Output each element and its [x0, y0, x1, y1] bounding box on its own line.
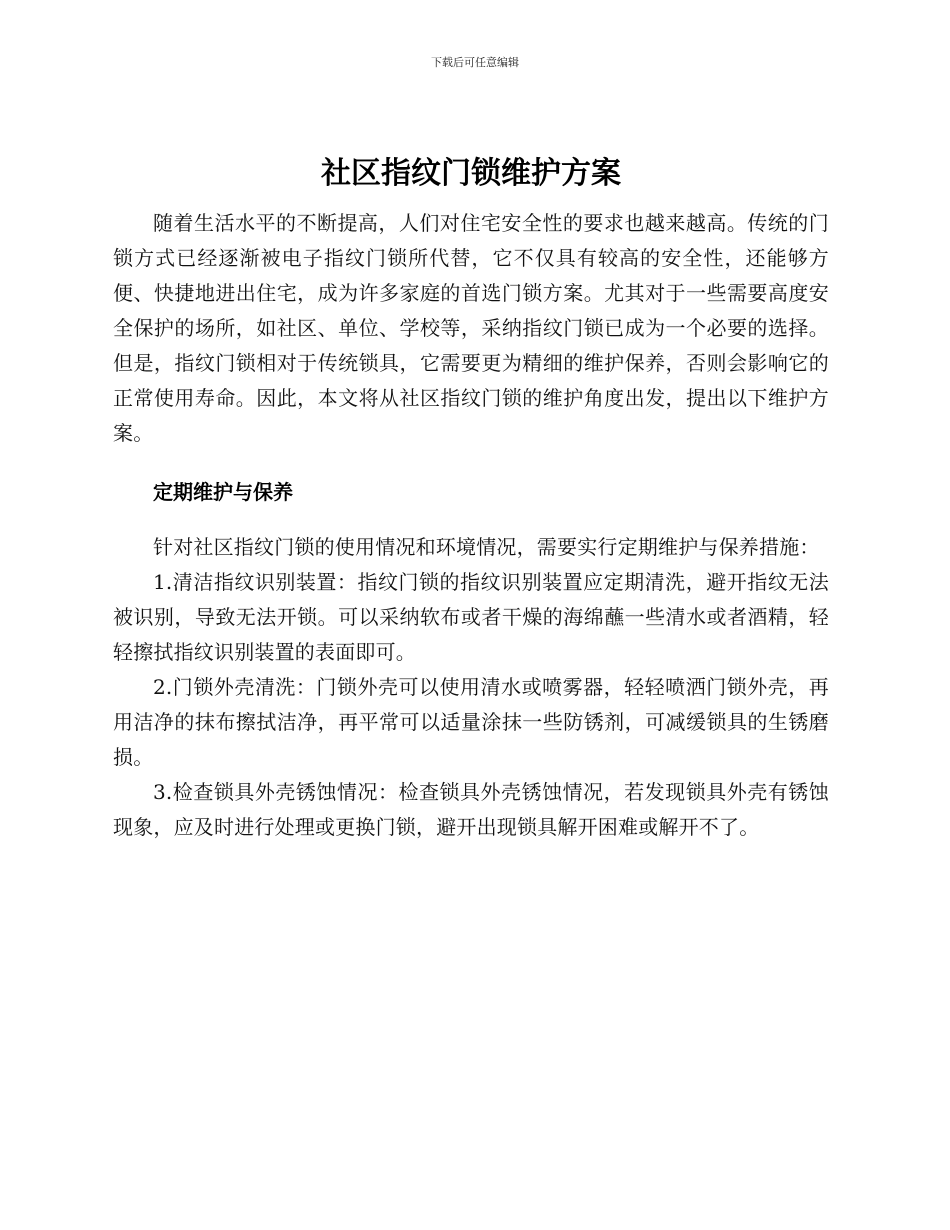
list-item: 3.检查锁具外壳锈蚀情况：检查锁具外壳锈蚀情况，若发现锁具外壳有锈蚀现象，应及时进行处理或更换门锁，避开出现锁具解开困难或解开不了。 — [113, 780, 829, 839]
section-lead-paragraph: 针对社区指纹门锁的使用情况和环境情况，需要实行定期维护与保养措施： — [153, 535, 820, 559]
document-body — [113, 150, 829, 845]
document-title: 社区指纹门锁维护方案 — [321, 156, 621, 191]
intro-paragraph: 随着生活水平的不断提高，人们对住宅安全性的要求也越来越高。传统的门锁方式已经逐渐被电子指纹门锁所代替，它不仅具有较高的安全性，还能够方便、快捷地进出住宅，成为许多家庭的首选门锁方案。尤其对于一些需要高度安全保护的场所，如社区、单位、学校等，采纳指纹门锁已成为一个必要的选择。但是，指纹门锁相对于传统锁具，它需要更为精细的维护保养，否则会影响它的正常使用寿命。因此，本文将从社区指纹门锁的维护角度出发，提出以下维护方案。 — [113, 211, 829, 445]
page-header-note: 下载后可任意编辑 — [431, 56, 519, 69]
section-heading-maintenance: 定期维护与保养 — [153, 480, 293, 504]
list-item: 2.门锁外壳清洗：门锁外壳可以使用清水或喷雾器，轻轻喷洒门锁外壳，再用洁净的抹布擦拭洁净，再平常可以适量涂抹一些防锈剂，可减缓锁具的生锈磨损。 — [113, 675, 829, 769]
list-item: 1.清洁指纹识别装置：指纹门锁的指纹识别装置应定期清洗，避开指纹无法被识别，导致无法开锁。可以采纳软布或者干燥的海绵蘸一些清水或者酒精，轻轻擦拭指纹识别装置的表面即可。 — [113, 570, 829, 664]
